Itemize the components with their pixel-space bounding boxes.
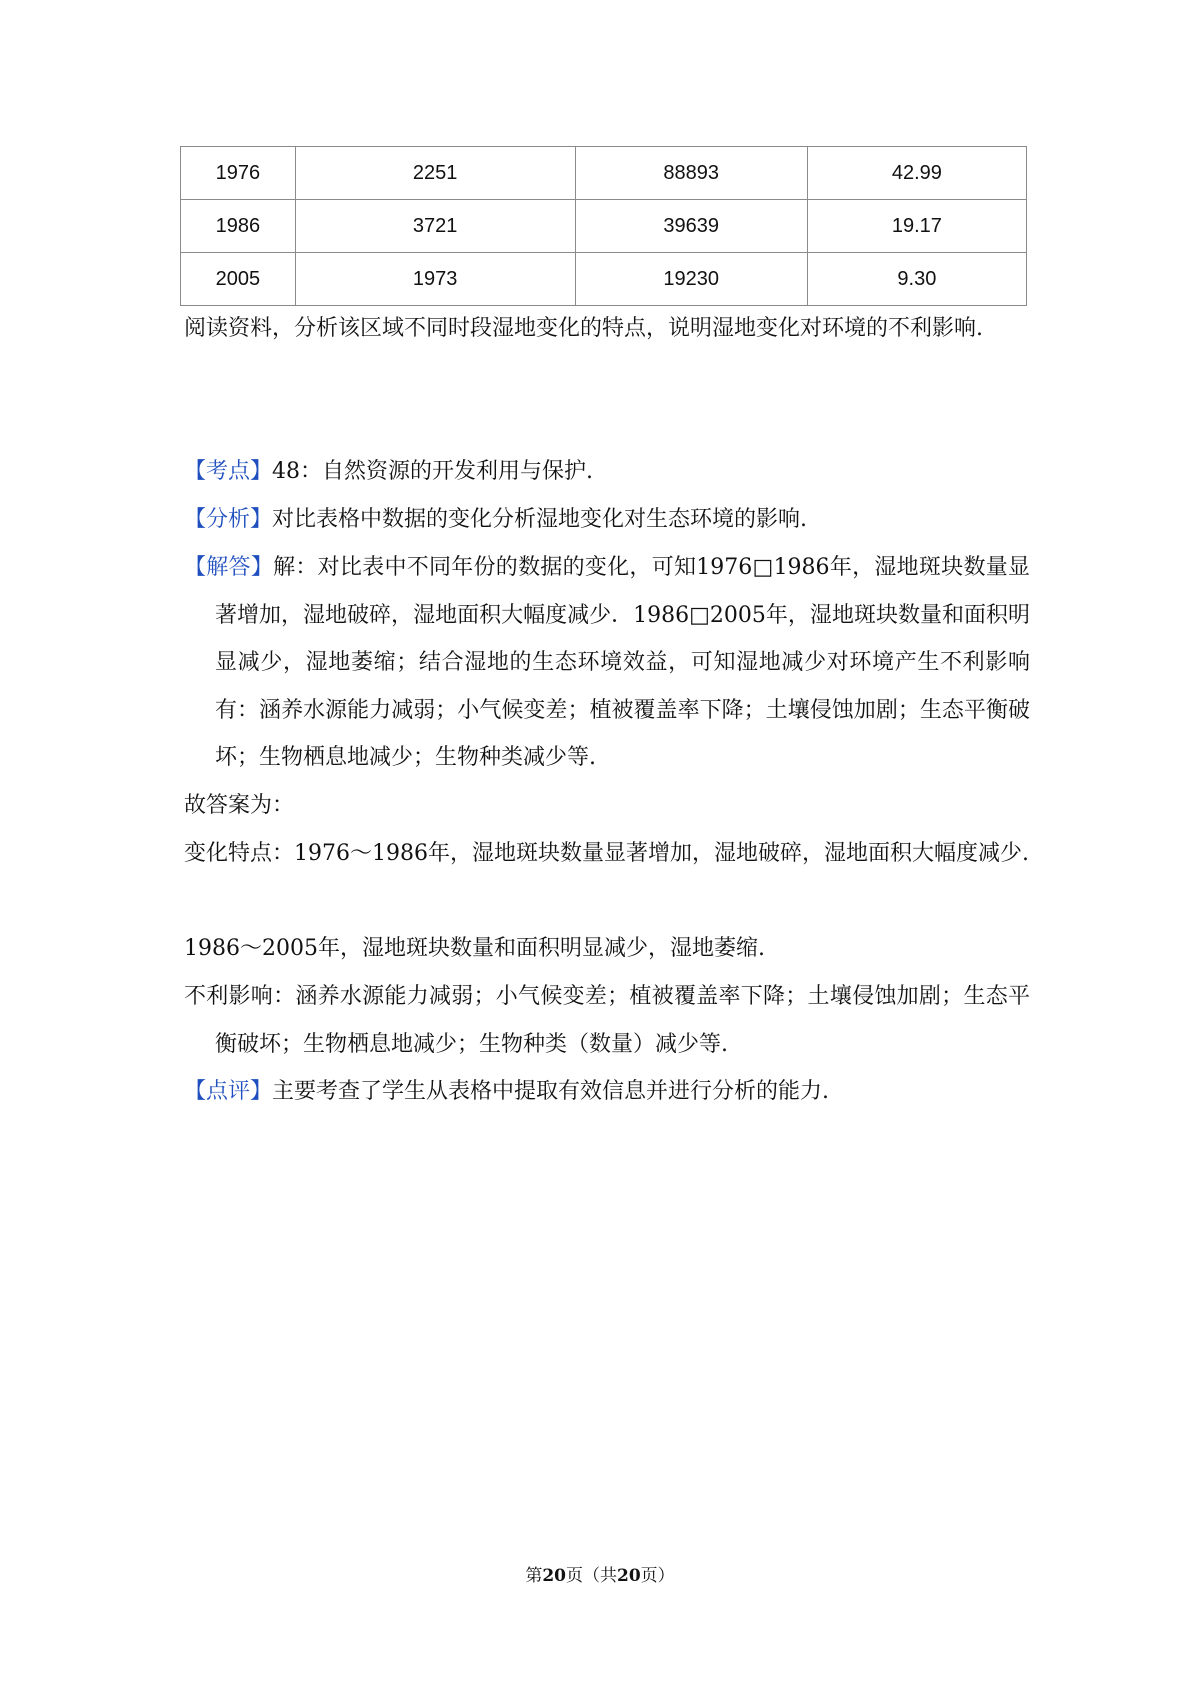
- footer-total-pages: 20: [617, 1566, 641, 1586]
- table-cell: 1976: [181, 147, 296, 200]
- question-text: 阅读资料，分析该区域不同时段湿地变化的特点，说明湿地变化对环境的不利影响.: [184, 316, 983, 341]
- table-row: [181, 253, 1027, 306]
- wetland-data-table: [180, 146, 1027, 306]
- table-cell: 9.30: [807, 253, 1026, 306]
- table-cell: 1986: [181, 200, 296, 253]
- answer-impact: 不利影响：涵养水源能力减弱；小气候变差；植被覆盖率下降；土壤侵蚀加剧；生态平衡破坏；生物栖息地减少；生物种类（数量）减少等.: [184, 984, 1030, 1057]
- footer-prefix: 第: [525, 1566, 543, 1586]
- answer-intro: 故答案为：: [184, 793, 295, 818]
- table-cell: 19230: [575, 253, 807, 306]
- table-cell: 2005: [181, 253, 296, 306]
- kaodian-text: 48：自然资源的开发利用与保护.: [272, 459, 594, 484]
- table-cell: 19.17: [807, 200, 1026, 253]
- table-cell: 3721: [295, 200, 575, 253]
- fenxi-label: 【分析】: [184, 507, 273, 532]
- footer-page-number: 20: [542, 1566, 566, 1586]
- table-row: [181, 200, 1027, 253]
- page-footer: [0, 1561, 1200, 1586]
- table-cell: 42.99: [807, 147, 1026, 200]
- dianping-text: 主要考查了学生从表格中提取有效信息并进行分析的能力.: [272, 1079, 830, 1104]
- dianping-label: 【点评】: [184, 1079, 273, 1104]
- fenxi-text: 对比表格中数据的变化分析湿地变化对生态环境的影响.: [272, 507, 808, 532]
- footer-suffix: 页）: [640, 1566, 675, 1586]
- footer-middle: 页（共: [566, 1566, 617, 1586]
- answer-change-2: 1986～2005年，湿地斑块数量和面积明显减少，湿地萎缩.: [184, 936, 765, 961]
- table-cell: 2251: [295, 147, 575, 200]
- dianping-paragraph: [184, 1068, 1030, 1116]
- jieda-text: 解：对比表中不同年份的数据的变化，可知1976□1986年，湿地斑块数量显著增加，湿地破碎，湿地面积大幅度减少．1986□2005年，湿地斑块数量和面积明显减少，湿地萎缩；结合湿地的生态环境效益，可知湿地减少对环境产生不利影响有：涵养水源能力减弱；小气候变差；植被覆盖率下降；土壤侵蚀加剧；生态平衡破坏；生物栖息地减少；生物种类减少等.: [215, 555, 1030, 770]
- table-cell: 39639: [575, 200, 807, 253]
- answer-change: 变化特点：1976～1986年，湿地斑块数量显著增加，湿地破碎，湿地面积大幅度减少.: [184, 841, 1029, 866]
- fenxi-paragraph: [184, 496, 1030, 544]
- kaodian-paragraph: [184, 448, 1030, 496]
- table-cell: 88893: [575, 147, 807, 200]
- table-cell: 1973: [295, 253, 575, 306]
- table-row: [181, 147, 1027, 200]
- kaodian-label: 【考点】: [184, 459, 273, 484]
- jieda-label: 【解答】: [184, 555, 274, 580]
- jieda-paragraph: [184, 544, 1030, 782]
